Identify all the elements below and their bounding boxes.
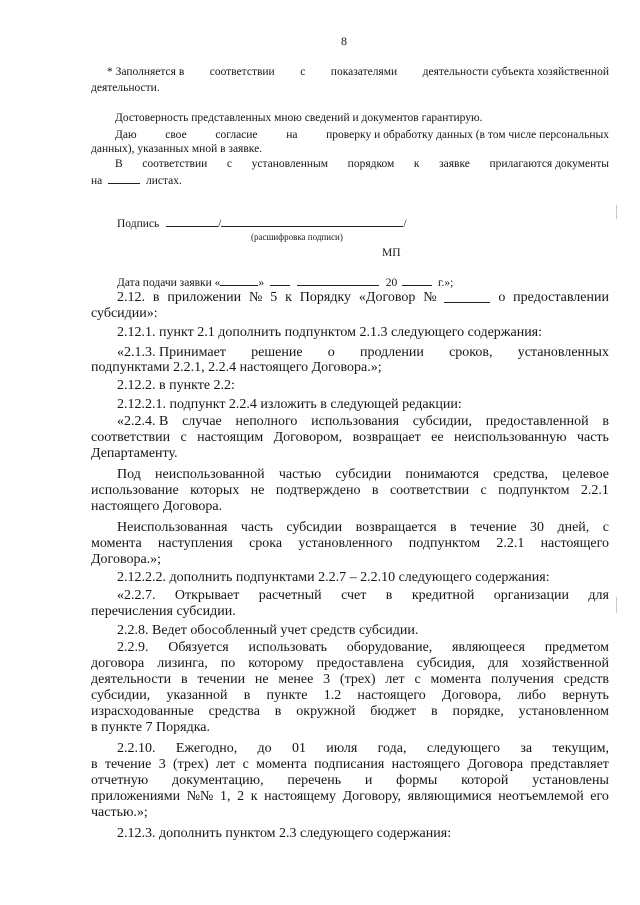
sheet-count-blank	[108, 173, 140, 184]
signature-blank	[166, 216, 218, 227]
item-2-2-10-line-4: приложениями №№ 1, 2 к настоящему Договору, являющимися неотъемлемой его	[91, 789, 609, 804]
unused-part-line-1: Под неиспользованной частью субсидии понимаются средства, целевое	[117, 467, 609, 482]
item-2-2-9-line-1: 2.2.9. Обязуется использовать оборудование, являющееся предметом	[117, 640, 609, 655]
item-2-2-4-line-2: соответствии с настоящим Договором, возвращает ее неиспользованную часть	[91, 430, 609, 445]
item-2-12-2-2: 2.12.2.2. дополнить подпунктами 2.2.7 – 2.2.10 следующего содержания:	[117, 570, 550, 585]
item-2-2-9-line-4: субсидии, указанной в пункте 1.2 настоящего Договора, либо вернуть	[91, 688, 609, 703]
item-2-2-7-line-2: перечисления субсидии.	[91, 604, 236, 619]
page-number: 8	[341, 34, 347, 48]
reliability-statement: Достоверность представленных мною сведений и документов гарантирую.	[115, 112, 483, 124]
date-day-blank	[220, 275, 258, 286]
item-2-12-1: 2.12.1. пункт 2.1 дополнить подпунктом 2.1.3 следующего содержания:	[117, 325, 543, 340]
date-month-blank-a	[270, 275, 290, 286]
item-2-2-10-line-5: частью.»;	[91, 805, 148, 820]
item-2-2-9-line-3: деятельности в течении не менее 3 (трех) лет с момента получения средств	[91, 672, 609, 687]
item-2-1-3-line-1: «2.1.3. Принимает решение о продлении сроков, установленных	[117, 345, 609, 360]
item-2-12-line-1: 2.12. в приложении № 5 к Порядку «Договор № о предоставлении	[117, 290, 609, 305]
signature-decode-blank	[221, 216, 403, 227]
unused-part-line-3: настоящего Договора.	[91, 499, 223, 514]
item-2-12-line-2: субсидии»:	[91, 306, 158, 321]
item-2-12-3: 2.12.3. дополнить пунктом 2.3 следующего содержания:	[117, 826, 452, 841]
item-2-2-7-line-1: «2.2.7. Открывает расчетный счет в кредитной организации для	[117, 588, 609, 603]
item-2-2-9-line-2: договора лизинга, по которому предоставлена субсидия, для хозяйственной	[91, 656, 609, 671]
item-2-12-2-1: 2.12.2.1. подпункт 2.2.4 изложить в следующей редакции:	[117, 397, 462, 412]
consent-line-1: Даю свое согласие на проверку и обработку данных (в том числе персональных	[115, 129, 609, 141]
return-line-3: Договора.»;	[91, 552, 162, 567]
scan-edge-mark-bottom	[616, 597, 617, 613]
item-2-2-9-line-5: израсходованные средства в окружной бюджет в порядке, установленном	[91, 704, 609, 719]
date-year-blank	[402, 275, 432, 286]
contract-number-blank	[444, 291, 490, 303]
attachments-line-1: В соответствии с установленным порядком к заявке прилагаются документы	[115, 158, 609, 170]
item-2-2-8: 2.2.8. Ведет обособленный учет средств субсидии.	[117, 623, 419, 638]
stamp-placeholder: МП	[382, 247, 401, 259]
item-2-2-10-line-1: 2.2.10. Ежегодно, до 01 июля года, следующего за текущим,	[117, 741, 609, 756]
return-line-1: Неиспользованная часть субсидии возвращается в течение 30 дней, с	[117, 520, 609, 535]
item-2-2-4-line-1: «2.2.4. В случае неполного использования субсидии, предоставленной в	[117, 414, 609, 429]
item-2-12-2: 2.12.2. в пункте 2.2:	[117, 378, 235, 393]
consent-line-2: данных), указанных мной в заявке.	[91, 143, 263, 155]
submission-date-line: Дата подачи заявки « » 20 г.»;	[117, 277, 454, 289]
item-2-1-3-line-2: подпунктами 2.2.1, 2.2.4 настоящего Договора.»;	[91, 360, 382, 375]
scan-edge-mark-top	[616, 205, 617, 219]
signature-decode-caption: (расшифровка подписи)	[251, 232, 343, 242]
footnote-line-1: * Заполняется в соответствии с показателями деятельности субъекта хозяйственной	[107, 66, 609, 78]
unused-part-line-2: использование которых не подтверждено в соответствии с подпунктом 2.2.1	[91, 483, 609, 498]
signature-line: Подпись / /	[117, 218, 407, 230]
item-2-2-10-line-3: отчетную документацию, перечень и формы которой установлены	[91, 773, 609, 788]
return-line-2: момента наступления срока установленного подпунктом 2.2.1 настоящего	[91, 536, 609, 551]
footnote-line-2: деятельности.	[91, 82, 160, 94]
item-2-2-4-line-3: Департаменту.	[91, 446, 178, 461]
attachments-line-2: на листах.	[91, 175, 182, 187]
item-2-2-9-line-6: в пункте 7 Порядка.	[91, 720, 211, 735]
item-2-2-10-line-2: в течение 3 (трех) лет с момента подписания настоящего Договора представляет	[91, 757, 609, 772]
date-month-blank-b	[297, 275, 379, 286]
